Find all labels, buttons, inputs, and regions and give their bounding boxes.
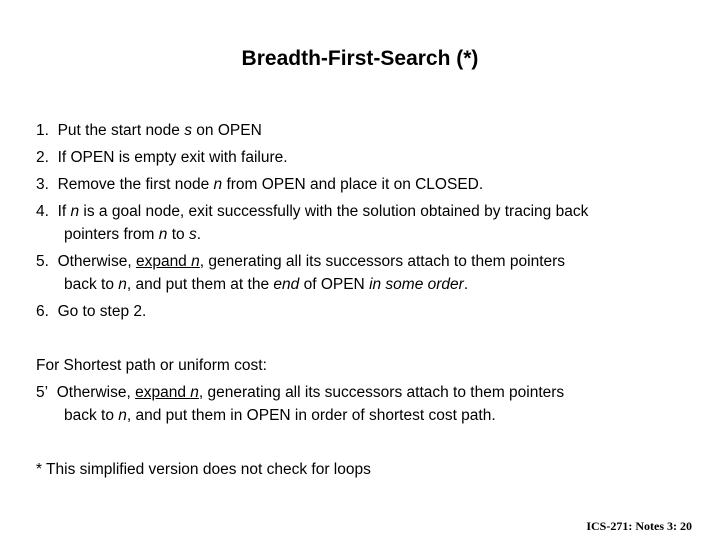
step-text: , generating all its successors attach to them pointers (198, 384, 565, 401)
node-var-s: s (184, 122, 192, 139)
step-4 (36, 200, 588, 223)
section-heading: For Shortest path or uniform cost: (36, 357, 267, 374)
step-text: , and put them in OPEN in order of shortest cost path. (126, 407, 496, 424)
node-var-n: n (70, 203, 80, 220)
step-text: If OPEN is empty exit with failure. (57, 149, 288, 166)
step-5-continuation (64, 273, 468, 296)
step-6 (36, 300, 146, 323)
footnote: * This simplified version does not check for loops (36, 461, 371, 478)
step-text: to (167, 226, 189, 243)
step-text: is a goal node, exit successfully with the solution obtained by tracing back (79, 203, 589, 220)
emphasis-end: end (273, 276, 300, 293)
step-5 (36, 250, 565, 273)
step-4-continuation (64, 223, 201, 246)
node-var-n: n (213, 176, 223, 193)
step-text: back to (64, 276, 119, 293)
step-number: 5. (36, 253, 49, 270)
step-5-prime (36, 381, 564, 404)
step-2 (36, 146, 288, 169)
slide-title: Breadth-First-Search (*) (241, 47, 479, 70)
step-text: . (196, 226, 201, 243)
step-text: , generating all its successors attach to them pointers (199, 253, 566, 270)
expand-n-phrase: expand n (135, 253, 200, 270)
step-number: 2. (36, 149, 49, 166)
step-text: on OPEN (191, 122, 262, 139)
step-number: 1. (36, 122, 49, 139)
step-number: 4. (36, 203, 49, 220)
step-text: Otherwise, (57, 253, 136, 270)
node-var-n: n (158, 226, 168, 243)
node-var-n: n (118, 407, 127, 424)
step-text: back to (64, 407, 119, 424)
step-text: . (463, 276, 469, 293)
step-number: 6. (36, 303, 49, 320)
step-text: , and put them at the (126, 276, 274, 293)
node-var-n: n (118, 276, 127, 293)
step-text: from OPEN and place it on CLOSED. (222, 176, 484, 193)
step-text: If (57, 203, 71, 220)
step-text: Otherwise, (56, 384, 136, 401)
emphasis-some-order: in some order (369, 276, 464, 293)
step-text: Go to step 2. (57, 303, 147, 320)
step-1 (36, 119, 262, 142)
expand-n-phrase: expand n (135, 384, 199, 401)
step-number: 5’ (36, 384, 49, 401)
step-text: of OPEN (299, 276, 370, 293)
node-var-s: s (188, 226, 197, 243)
step-number: 3. (36, 176, 49, 193)
step-5-prime-continuation (64, 404, 496, 427)
slide-footer: ICS-271: Notes 3: 20 (586, 519, 692, 533)
step-text: pointers from (64, 226, 159, 243)
step-3 (36, 173, 483, 196)
step-text: Put the start node (57, 122, 185, 139)
step-text: Remove the first node (57, 176, 214, 193)
